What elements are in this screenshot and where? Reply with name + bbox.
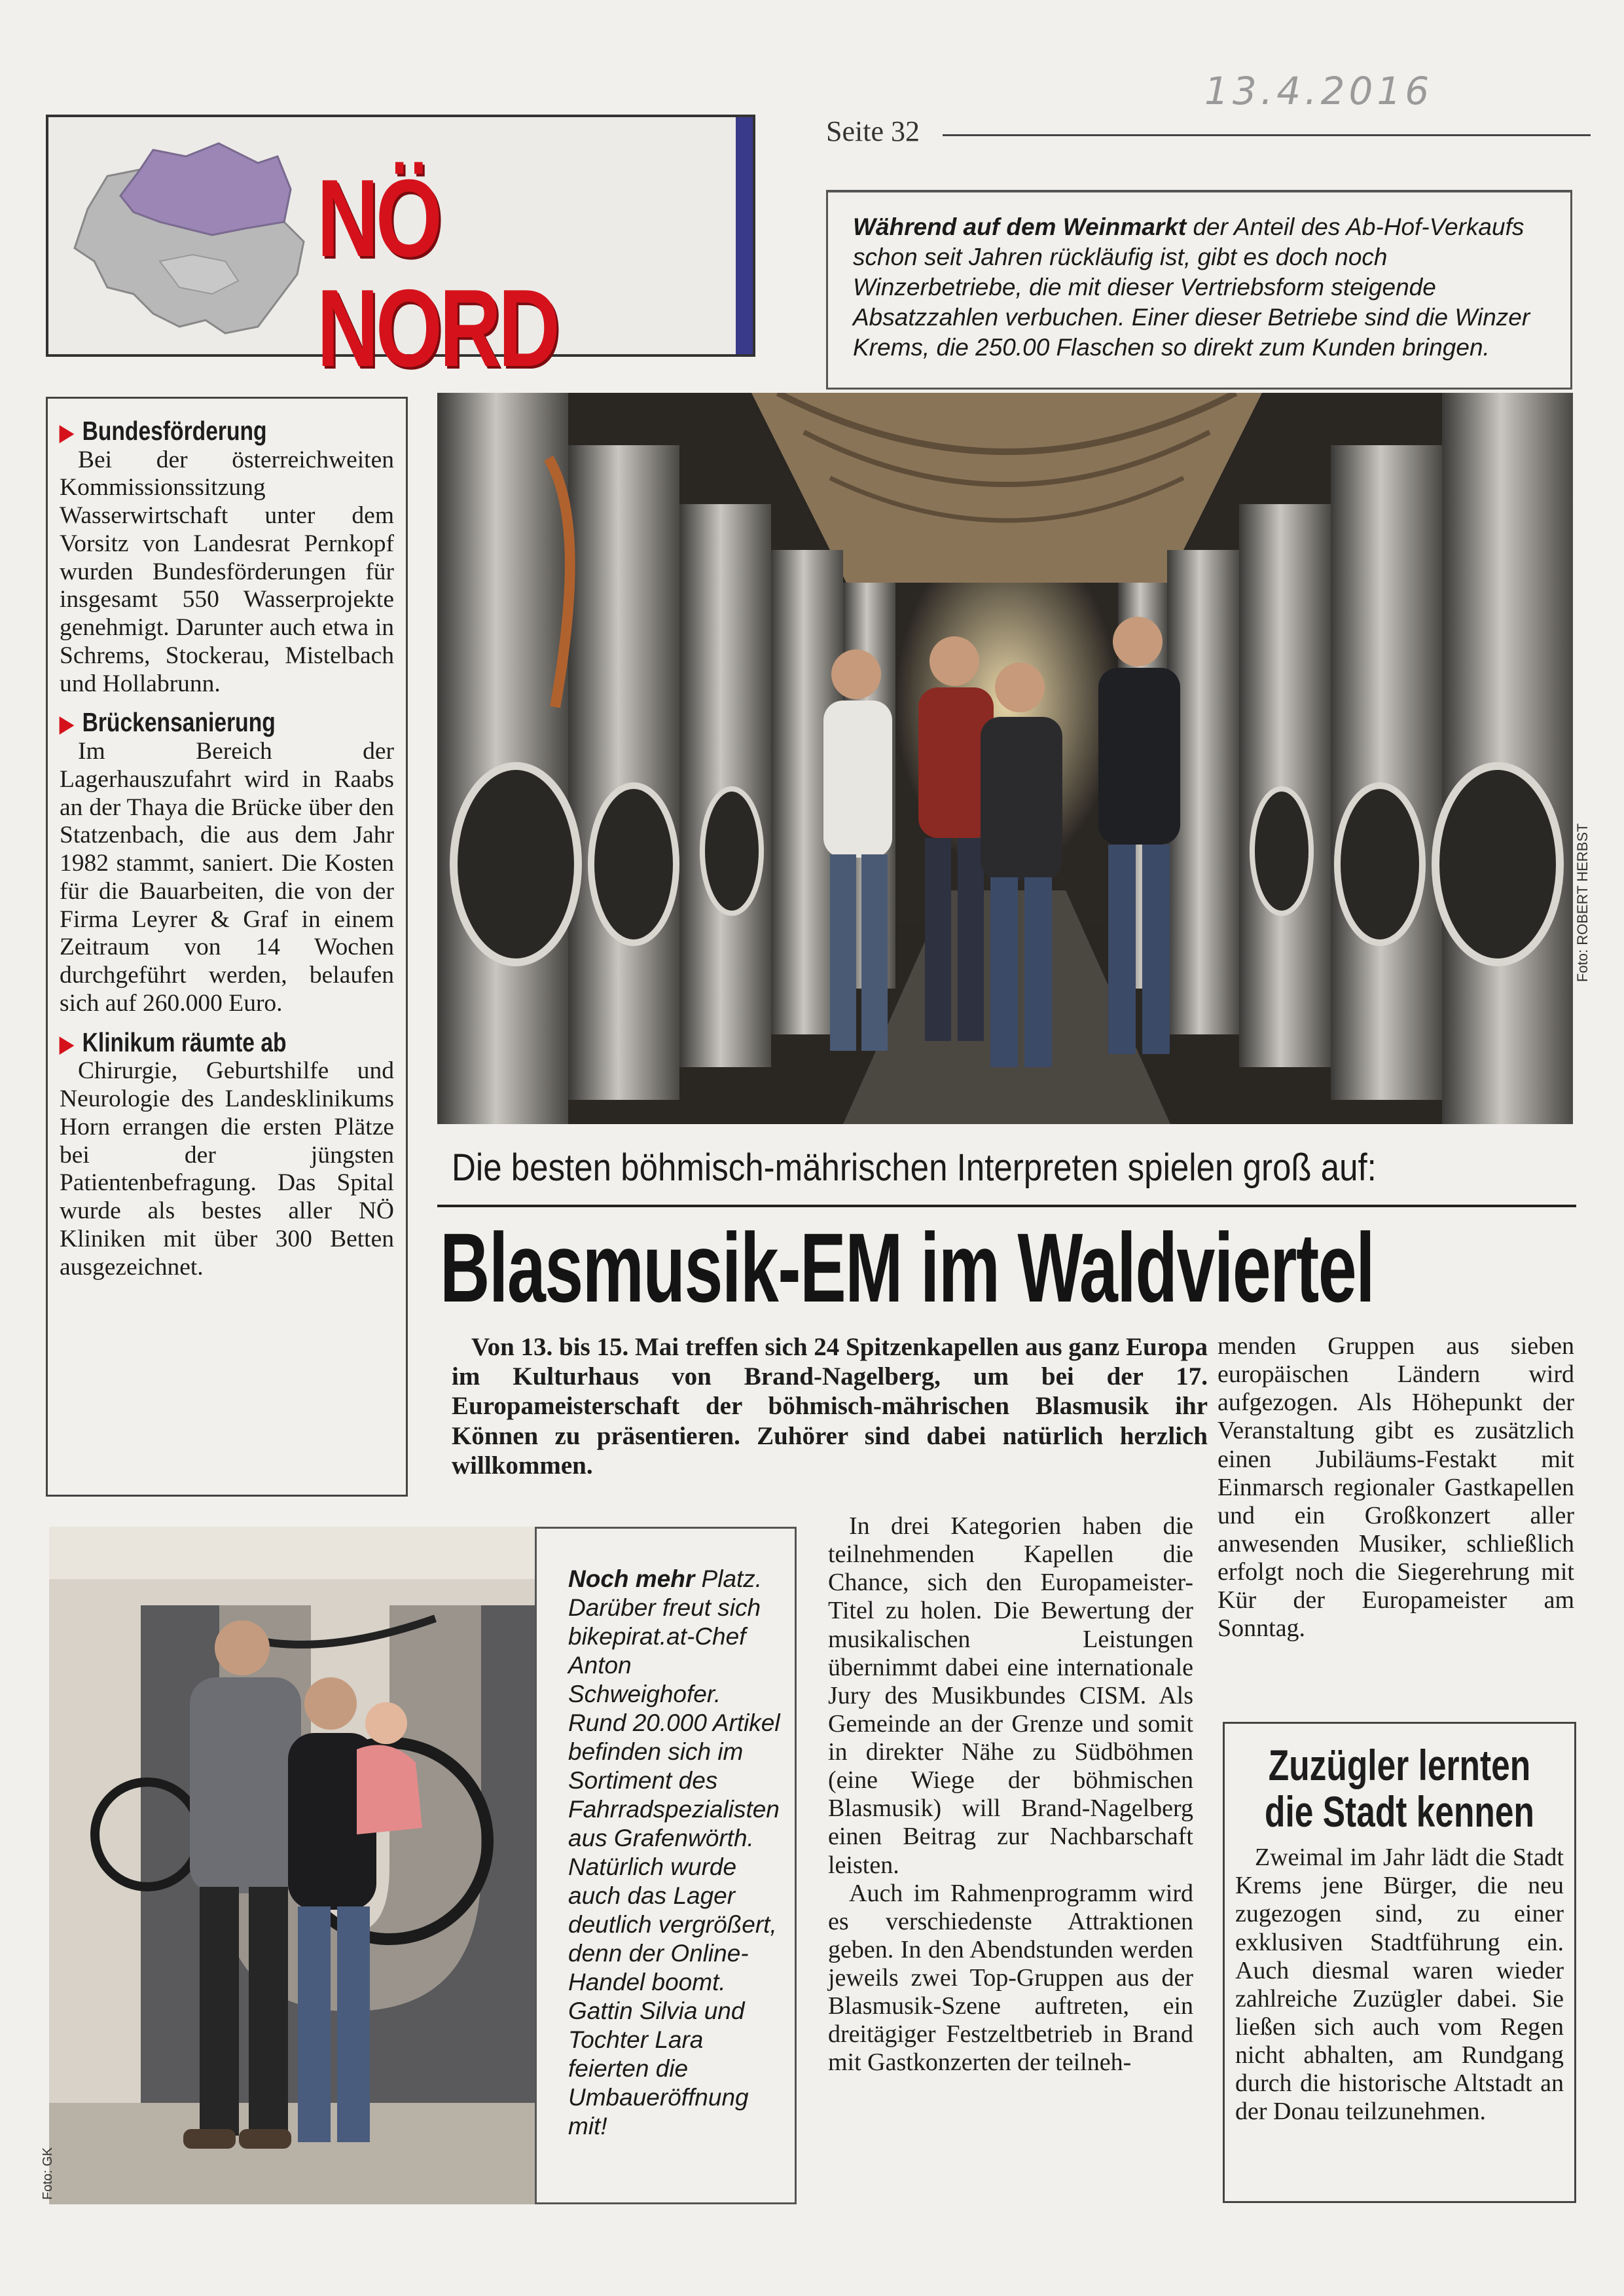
lower-austria-map-icon <box>62 130 336 346</box>
article-column-middle <box>828 1512 1193 2077</box>
sidebar-title: Zuzügler lernten die Stadt kennen <box>1265 1741 1534 1836</box>
news-item <box>60 707 394 1017</box>
article-paragraph: In drei Kategorien haben die teilnehmenden Kapellen die Chance, sich den Europameister-Titel zu holen. Die Bewertung der musikalischen Leistungen übernimmt dabei eine internationale Jury des Musikbundes CISM. Als Gemeinde an der Grenze und somit in direkter Nähe zu Südböhmen (eine Wiege der böhmischen Blasmusik) will Brand-Nagelberg einen Beitrag zur Nachbarschaft leisten. <box>828 1512 1193 1879</box>
intro-box <box>826 190 1572 390</box>
news-text: Chirurgie, Geburtshilfe und Neurologie des Landesklinikums Horn errangen die ersten Plätze bei der jüngsten Patientenbefragung. Das Spital wurde als bestes aller NÖ Kliniken mit über 300 Betten ausgezeichnet. <box>60 1057 394 1281</box>
header-stripe <box>736 117 753 354</box>
headline-rule <box>437 1205 1576 1207</box>
news-heading: ▶ Brückensanierung <box>60 707 276 738</box>
handwritten-date: 13.4.2016 <box>1204 69 1434 113</box>
caption-text: Platz. Darüber freut sich bikepirat.at-Chef Anton Schweighofer. Rund 20.000 Artikel befinden sich im Sortiment des Fahrradspezialisten aus Grafenwörth. Natürlich wurde auch das Lager deutlich vergrößert, denn der Online-Handel boomt. Gattin Silvia und Tochter Lara feierten die Umbaueröffnung mit! <box>568 1565 780 2140</box>
photo-credit: Foto: GK <box>41 2147 55 2200</box>
bike-shop-photo <box>49 1527 535 2204</box>
intro-text: der Anteil des Ab-Hof-Verkaufs schon seit Jahren rückläufig ist, gibt es doch noch Winzerbetriebe, die mit dieser Vertriebsform steigende Absatzzahlen verbuchen. Einer dieser Betriebe sind die Winzer Krems, die 250.00 Flaschen so direkt zum Kunden bringen. <box>853 213 1530 361</box>
page-rule <box>943 134 1591 136</box>
caption-lead-in: Noch mehr <box>568 1565 695 1592</box>
section-header <box>46 115 755 390</box>
article-headline: Blasmusik-EM im Waldviertel <box>440 1212 1375 1322</box>
news-text: Bei der österreichweiten Kommissionssitzung Wasserwirtschaft unter dem Vorsitz von Landesrat Pernkopf wurden Bundesförderungen für insgesamt 550 Wasserprojekte genehmigt. Darunter auch etwa in Schrems, Stockerau, Mistelbach und Hollabrunn. <box>60 446 394 697</box>
article-lead: Von 13. bis 15. Mai treffen sich 24 Spitzenkapellen aus ganz Europa im Kulturhaus von Brand-Nagelberg, um bei der 17. Europameisterschaft der böhmisch-mährischen Blasmusik ihr Können zu präsentieren. Zuhörer sind dabei natürlich herzlich willkommen. <box>452 1333 1208 1480</box>
photo-credit: Foto: ROBERT HERBST <box>1574 823 1591 982</box>
section-title: NÖ NORD <box>317 156 558 390</box>
photo-caption <box>535 1527 797 2204</box>
wine-cellar-photo <box>437 393 1573 1124</box>
arrow-right-icon: ▶ <box>60 420 74 445</box>
news-heading: ▶ Bundesförderung <box>60 416 267 446</box>
article-column-right <box>1218 1332 1574 1643</box>
news-item <box>60 1027 394 1282</box>
article-kicker: Die besten böhmisch-mährischen Interpreten spielen groß auf: <box>452 1146 1377 1189</box>
intro-lead-in: Während auf dem Weinmarkt <box>853 213 1187 240</box>
sidebar-box <box>1223 1722 1576 2203</box>
news-item <box>60 416 394 698</box>
article-paragraph: menden Gruppen aus sieben europäischen Ländern wird aufgezogen. Als Höhepunkt der Veranstaltung gibt es zusätzlich einen Jubiläums-Festakt mit Einmarsch regionaler Gastkapellen und ein Großkonzert aller anwesenden Musiker, schließlich erfolgt noch die Siegerehrung mit Kür der Europameister am Sonntag. <box>1218 1332 1574 1643</box>
arrow-right-icon: ▶ <box>60 712 74 737</box>
bike-shop-image <box>49 1527 535 2204</box>
news-heading: ▶ Klinikum räumte ab <box>60 1027 287 1057</box>
page-number: Seite 32 <box>826 115 920 147</box>
arrow-right-icon: ▶ <box>60 1031 74 1057</box>
people-group <box>823 617 1180 1067</box>
news-column <box>46 397 408 1497</box>
sidebar-text: Zweimal im Jahr lädt die Stadt Krems jene Bürger, die neu zugezogen sind, zu einer exklusiven Stadtführung ein. Auch diesmal waren wieder zahlreiche Zuzügler dabei. Sie ließen sich auch vom Regen nicht abhalten, am Rundgang durch die historische Altstadt an der Donau teilzunehmen. <box>1235 1844 1564 2126</box>
wine-cellar-image <box>437 393 1573 1124</box>
news-text: Im Bereich der Lagerhauszufahrt wird in Raabs an der Thaya die Brücke über den Statzenbach, die aus dem Jahr 1982 stammt, saniert. Die Kosten für die Bauarbeiten, die von der Firma Leyrer & Graf in einem Zeitraum von 14 Wochen durchgeführt werden, belaufen sich auf 260.000 Euro. <box>60 738 394 1017</box>
article-paragraph: Auch im Rahmenprogramm wird es verschiedenste Attraktionen geben. In den Abendstunden werden jeweils zwei Top-Gruppen aus der Blasmusik-Szene auftreten, ein dreitägiger Festzeltbetrieb in Brand mit Gastkonzerten der teilneh- <box>828 1879 1193 2077</box>
